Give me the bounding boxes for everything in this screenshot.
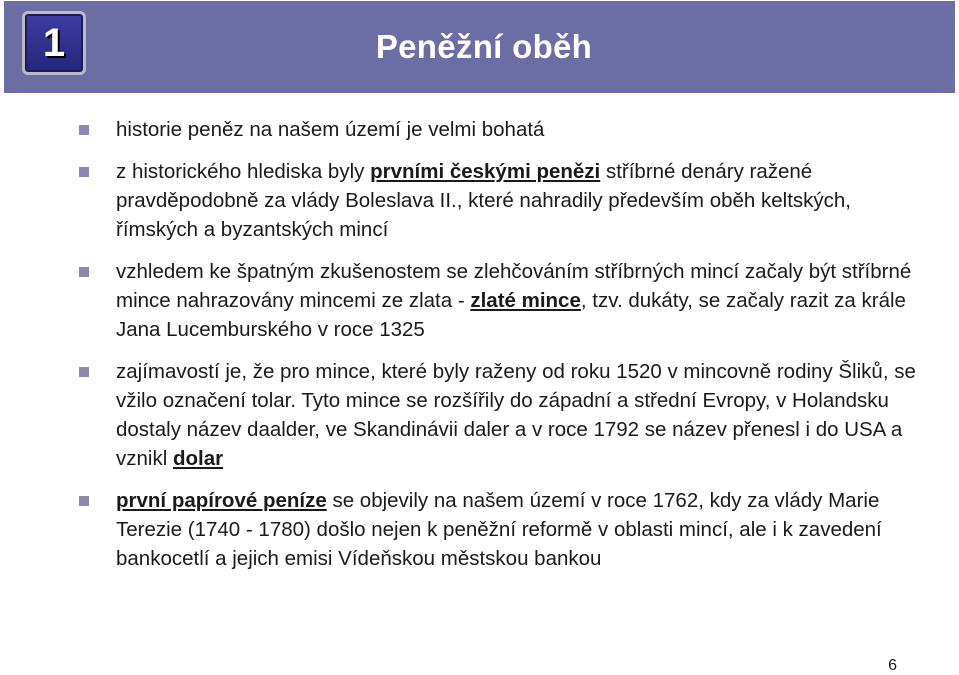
- bullet-text: historie peněz na našem území je velmi bohatá: [116, 118, 545, 141]
- bullet-text: , tzv. dukáty, se začaly razit za krále Jana Lucemburského v roce 1325: [116, 289, 906, 341]
- square-bullet-icon: [79, 367, 89, 377]
- slide-number: 1: [42, 21, 66, 65]
- bullet-text: vzhledem ke špatným zkušenostem se zlehčováním stříbrných mincí začaly být stříbrné mince nahrazovány mincemi ze zlata -: [116, 260, 912, 312]
- square-bullet-icon: [79, 167, 89, 177]
- bullet-text: zajímavostí je, že pro mince, které byly raženy od roku 1520 v mincovně rodiny Šliků, se vžilo označení tolar. Tyto mince se rozšířily do západní a střední Evropy, v Holandsku dostaly název daalder, ve Skandinávii daler a v roce 1792 se název přenesl i do USA a vznikl: [116, 360, 916, 470]
- bullet-item-5: [0, 486, 916, 573]
- emphasis-link: zlaté mince: [470, 289, 581, 312]
- bullet-item-1: [0, 115, 916, 144]
- square-bullet-icon: [79, 496, 89, 506]
- bullet-item-2: [0, 157, 916, 244]
- bullet-text: z historického hlediska byly: [116, 160, 371, 183]
- page-number: 6: [888, 657, 897, 674]
- square-bullet-icon: [79, 125, 89, 135]
- emphasis-link: prvními českými penězi: [370, 160, 601, 183]
- bullet-text: stříbrné denáry ražené pravděpodobně za vlády Boleslava II., které nahradily především oběh keltských, římských a byzantských mincí: [116, 160, 851, 241]
- emphasis-link: dolar: [172, 447, 224, 470]
- bullet-text: se objevily na našem území v roce 1762, kdy za vlády Marie Terezie (1740 - 1780) došlo nejen k peněžní reformě v oblasti mincí, ale i k zavedení bankocetlí a jejich emisi Vídeňskou městskou bankou: [116, 489, 882, 570]
- slide-header: [4, 1, 955, 93]
- slide-title: Peněžní oběh: [375, 28, 593, 65]
- slide-number-badge: [22, 11, 86, 75]
- bullet-list: [0, 115, 959, 586]
- square-bullet-icon: [79, 267, 89, 277]
- emphasis-link: první papírové peníze: [116, 489, 327, 512]
- bullet-item-4: [0, 357, 916, 473]
- bullet-item-3: [0, 257, 916, 344]
